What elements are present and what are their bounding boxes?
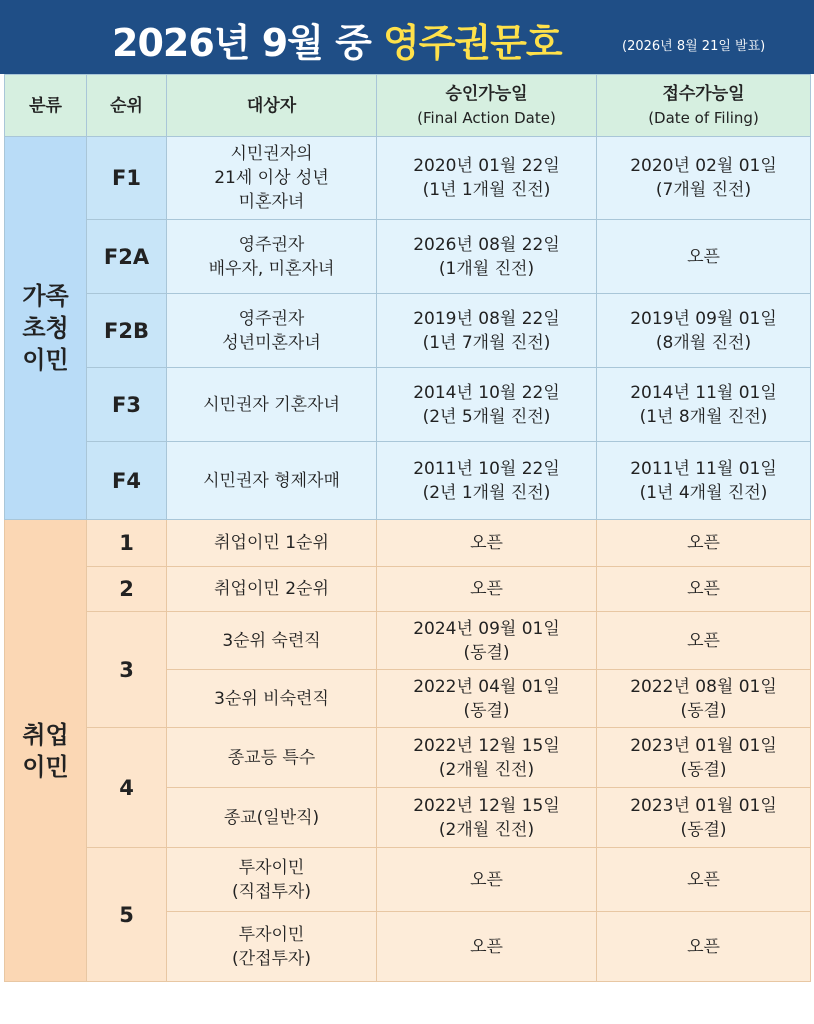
target-cell: 3순위 비숙련직 bbox=[167, 670, 377, 728]
date-change: (2개월 진전) bbox=[438, 759, 535, 780]
filing-cell: 오픈 bbox=[597, 612, 811, 670]
category-family-line1: 가족 bbox=[22, 282, 69, 310]
col-final-action bbox=[377, 75, 597, 137]
date-change: (2년 5개월 진전) bbox=[422, 406, 551, 427]
filing-cell bbox=[597, 137, 811, 220]
date-value: 2011년 11월 01일 bbox=[630, 458, 777, 479]
category-employment bbox=[5, 520, 87, 982]
header-row bbox=[5, 75, 811, 137]
category-employment-line1: 취업 bbox=[22, 720, 69, 749]
target-cell: 3순위 숙련직 bbox=[167, 612, 377, 670]
table-row bbox=[5, 567, 811, 612]
date-change: (1년 8개월 진전) bbox=[639, 406, 768, 427]
final-action-cell bbox=[377, 612, 597, 670]
date-change: (1년 4개월 진전) bbox=[639, 482, 768, 503]
date-change: (동결) bbox=[680, 759, 727, 780]
table-row bbox=[5, 728, 811, 788]
target-cell: 종교등 특수 bbox=[167, 728, 377, 788]
date-change: (7개월 진전) bbox=[655, 180, 752, 200]
final-action-cell: 오픈 bbox=[377, 567, 597, 612]
date-value: 2023년 01월 01일 bbox=[630, 795, 777, 816]
date-value: 2014년 10월 22일 bbox=[413, 382, 560, 403]
filing-cell: 오픈 bbox=[597, 912, 811, 982]
target-line: 투자이민 bbox=[238, 924, 305, 945]
date-value: 2024년 09월 01일 bbox=[413, 618, 560, 639]
col-rank: 순위 bbox=[87, 75, 167, 137]
table-row bbox=[5, 520, 811, 567]
filing-cell: 오픈 bbox=[597, 520, 811, 567]
filing-cell bbox=[597, 670, 811, 728]
rank-cell: 3 bbox=[87, 612, 167, 728]
category-employment-line2: 이민 bbox=[22, 752, 69, 781]
col-target: 대상자 bbox=[167, 75, 377, 137]
target-cell bbox=[167, 137, 377, 220]
final-action-cell bbox=[377, 294, 597, 368]
col-category: 분류 bbox=[5, 75, 87, 137]
target-cell bbox=[167, 294, 377, 368]
table-row bbox=[5, 612, 811, 670]
date-change: (2개월 진전) bbox=[438, 819, 535, 840]
date-value: 2023년 01월 01일 bbox=[630, 735, 777, 756]
final-action-cell bbox=[377, 442, 597, 520]
target-line: 미혼자녀 bbox=[238, 192, 305, 212]
date-value: 2011년 10월 22일 bbox=[413, 458, 560, 479]
date-change: (8개월 진전) bbox=[655, 332, 752, 353]
final-action-cell bbox=[377, 220, 597, 294]
final-action-cell bbox=[377, 137, 597, 220]
final-action-cell bbox=[377, 670, 597, 728]
target-cell: 종교(일반직) bbox=[167, 788, 377, 848]
target-cell bbox=[167, 848, 377, 912]
visa-bulletin-table bbox=[4, 74, 811, 982]
rank-cell: F2A bbox=[87, 220, 167, 294]
col-final-action-en: (Final Action Date) bbox=[417, 108, 556, 127]
date-value: 2026년 08월 22일 bbox=[413, 234, 560, 255]
target-line: 시민권자의 bbox=[230, 144, 313, 164]
col-filing-en: (Date of Filing) bbox=[648, 108, 759, 127]
table-row bbox=[5, 137, 811, 220]
final-action-cell bbox=[377, 368, 597, 442]
date-value: 2022년 08월 01일 bbox=[630, 676, 777, 697]
target-cell: 시민권자 형제자매 bbox=[167, 442, 377, 520]
target-cell: 취업이민 2순위 bbox=[167, 567, 377, 612]
target-line: 21세 이상 성년 bbox=[214, 168, 329, 188]
date-change: (동결) bbox=[463, 642, 510, 663]
col-filing-ko: 접수가능일 bbox=[662, 83, 745, 104]
final-action-cell: 오픈 bbox=[377, 520, 597, 567]
rank-cell: 5 bbox=[87, 848, 167, 982]
rank-cell: 2 bbox=[87, 567, 167, 612]
rank-cell: 4 bbox=[87, 728, 167, 848]
filing-cell bbox=[597, 220, 811, 294]
date-value: 오픈 bbox=[687, 246, 720, 267]
filing-cell bbox=[597, 294, 811, 368]
date-value: 2022년 12월 15일 bbox=[413, 735, 560, 756]
date-value: 2022년 12월 15일 bbox=[413, 795, 560, 816]
target-line: (직접투자) bbox=[232, 881, 311, 902]
date-change: (동결) bbox=[680, 700, 727, 721]
filing-cell: 오픈 bbox=[597, 567, 811, 612]
table-row bbox=[5, 294, 811, 368]
date-value: 2020년 02월 01일 bbox=[630, 156, 777, 176]
header-banner bbox=[0, 0, 814, 74]
target-line: 영주권자 bbox=[238, 234, 305, 255]
target-line: (간접투자) bbox=[232, 948, 311, 969]
date-change: (1년 7개월 진전) bbox=[422, 332, 551, 353]
date-value: 2022년 04월 01일 bbox=[413, 676, 560, 697]
filing-cell bbox=[597, 442, 811, 520]
filing-cell bbox=[597, 728, 811, 788]
date-value: 2020년 01월 22일 bbox=[413, 156, 560, 176]
target-line: 영주권자 bbox=[238, 308, 305, 329]
filing-cell: 오픈 bbox=[597, 848, 811, 912]
title-text: 2026년 9월 중 bbox=[112, 21, 384, 65]
date-change: (1년 1개월 진전) bbox=[422, 180, 551, 200]
date-change: (1개월 진전) bbox=[438, 258, 535, 279]
table-row bbox=[5, 368, 811, 442]
rank-cell: 1 bbox=[87, 520, 167, 567]
target-cell bbox=[167, 220, 377, 294]
final-action-cell bbox=[377, 728, 597, 788]
final-action-cell bbox=[377, 788, 597, 848]
final-action-cell: 오픈 bbox=[377, 912, 597, 982]
rank-cell: F1 bbox=[87, 137, 167, 220]
target-line: 투자이민 bbox=[238, 857, 305, 878]
title-highlight: 영주권문호 bbox=[383, 21, 562, 65]
rank-cell: F2B bbox=[87, 294, 167, 368]
date-change: (2년 1개월 진전) bbox=[422, 482, 551, 503]
target-line: 배우자, 미혼자녀 bbox=[208, 258, 335, 279]
filing-cell bbox=[597, 788, 811, 848]
published-date: (2026년 8월 21일 발표) bbox=[622, 39, 766, 54]
rank-cell: F3 bbox=[87, 368, 167, 442]
date-change: (동결) bbox=[680, 819, 727, 840]
target-cell bbox=[167, 912, 377, 982]
col-filing bbox=[597, 75, 811, 137]
date-value: 2019년 08월 22일 bbox=[413, 308, 560, 329]
final-action-cell: 오픈 bbox=[377, 848, 597, 912]
date-value: 2014년 11월 01일 bbox=[630, 382, 777, 403]
table-row bbox=[5, 848, 811, 912]
table-row bbox=[5, 442, 811, 520]
filing-cell bbox=[597, 368, 811, 442]
table-row bbox=[5, 220, 811, 294]
category-family-line2: 초청 bbox=[22, 314, 69, 342]
page-title bbox=[112, 12, 562, 67]
target-line: 성년미혼자녀 bbox=[222, 332, 321, 353]
target-cell: 취업이민 1순위 bbox=[167, 520, 377, 567]
category-family-line3: 이민 bbox=[22, 346, 69, 374]
col-final-action-ko: 승인가능일 bbox=[445, 83, 528, 104]
category-family bbox=[5, 137, 87, 520]
date-change: (동결) bbox=[463, 700, 510, 721]
target-cell: 시민권자 기혼자녀 bbox=[167, 368, 377, 442]
date-value: 2019년 09월 01일 bbox=[630, 308, 777, 329]
rank-cell: F4 bbox=[87, 442, 167, 520]
